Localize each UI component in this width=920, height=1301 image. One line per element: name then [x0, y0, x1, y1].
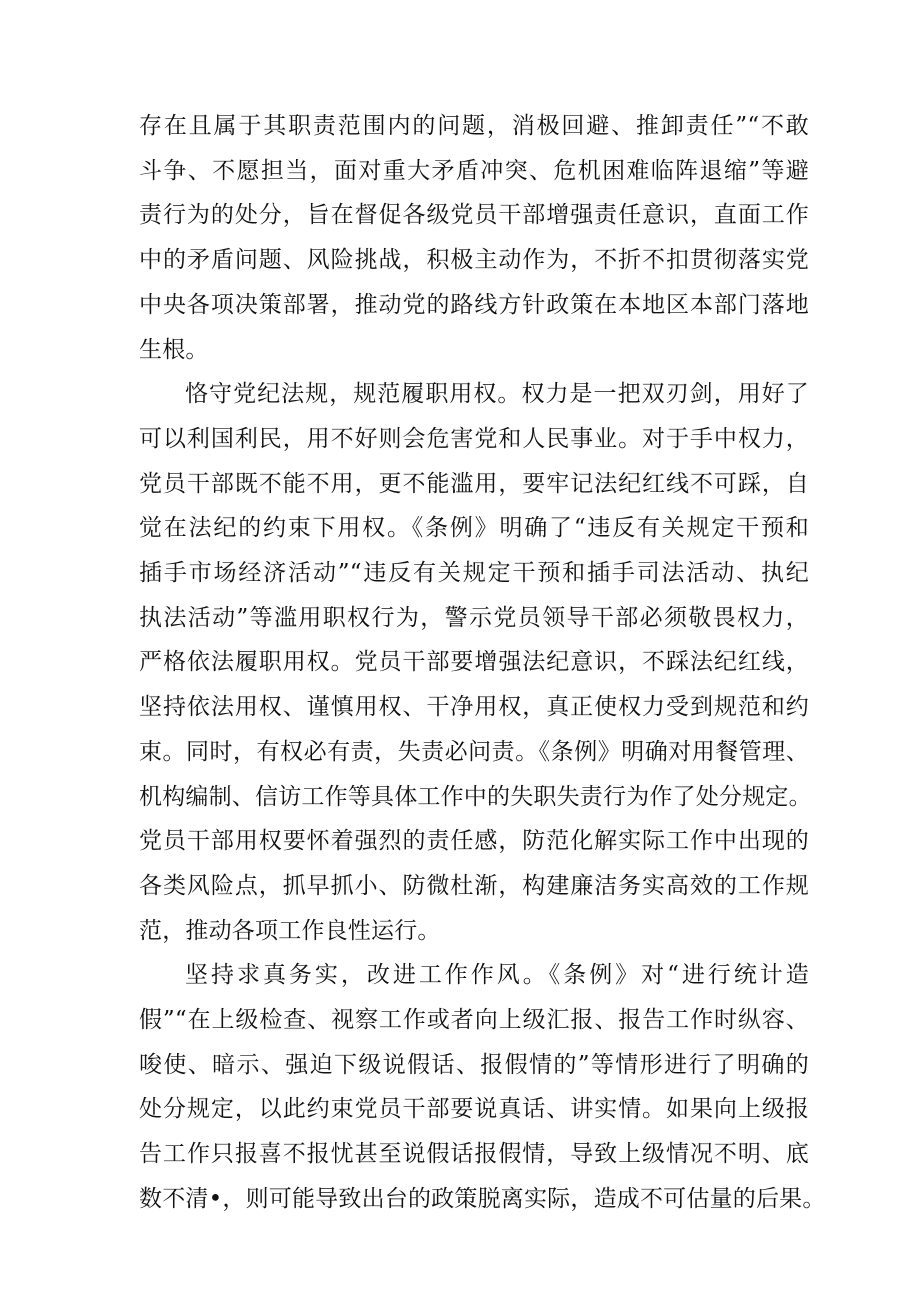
text-line: 处分规定，以此约束党员干部要说真话、讲实情。如果向上级报: [139, 1096, 809, 1123]
text-line: 唆使、暗示、强迫下级说假话、报假情的”等情形进行了明确的: [139, 1051, 809, 1078]
text-line: 中央各项决策部署，推动党的路线方针政策在本地区本部门落地: [139, 291, 809, 318]
text-line: 数不清•，则可能导致出台的政策脱离实际，造成不可估量的后果。: [139, 1185, 826, 1212]
text-line: 恪守党纪法规，规范履职用权。权力是一把双刃剑，用好了: [185, 381, 809, 408]
text-line: 责行为的处分，旨在督促各级党员干部增强责任意识，直面工作: [139, 202, 809, 229]
text-line: 插手市场经济活动”“违反有关规定干预和插手司法活动、执纪: [139, 560, 809, 587]
text-line: 严格依法履职用权。党员干部要增强法纪意识，不踩法纪红线，: [139, 649, 809, 676]
paragraph-1: [139, 104, 809, 372]
text-line: 告工作只报喜不报忧甚至说假话报假情，导致上级情况不明、底: [139, 1141, 809, 1168]
text-line: 生根。: [139, 336, 209, 363]
text-line: 觉在法纪的约束下用权。《条例》明确了“违反有关规定干预和: [139, 515, 809, 542]
text-line: 假”“在上级检查、视察工作或者向上级汇报、报告工作时纵容、: [139, 1007, 809, 1034]
text-line: 机构编制、信访工作等具体工作中的失职失责行为作了处分规定。: [139, 783, 812, 810]
document-body: [139, 104, 826, 1222]
text-line: 执法活动”等滥用职权行为，警示党员领导干部必须敬畏权力，: [139, 604, 809, 631]
text-line: 可以利国利民，用不好则会危害党和人民事业。对于手中权力，: [139, 425, 809, 452]
text-line: 存在且属于其职责范围内的问题，消极回避、推卸责任”“不敢: [139, 113, 809, 139]
text-line: 党员干部既不能不用，更不能滥用，要牢记法纪红线不可踩，自: [139, 470, 809, 497]
text-line: 束。同时，有权必有责，失责必问责。《条例》明确对用餐管理、: [139, 738, 809, 765]
text-line: 坚持求真务实，改进工作作风。《条例》对“进行统计造: [185, 962, 809, 989]
text-line: 坚持依法用权、谨慎用权、干净用权，真正使权力受到规范和约: [139, 694, 809, 721]
text-line: 中的矛盾问题、风险挑战，积极主动作为，不折不扣贯彻落实党: [139, 247, 809, 274]
paragraph-3: [139, 953, 826, 1221]
text-line: 党员干部用权要怀着强烈的责任感，防范化解实际工作中出现的: [139, 828, 809, 855]
text-line: 范，推动各项工作良性运行。: [139, 917, 441, 944]
text-line: 各类风险点，抓早抓小、防微杜渐，构建廉洁务实高效的工作规: [139, 872, 809, 899]
text-line: 斗争、不愿担当，面对重大矛盾冲突、危机困难临阵退缩”等避: [139, 157, 809, 184]
paragraph-2: [139, 372, 812, 953]
